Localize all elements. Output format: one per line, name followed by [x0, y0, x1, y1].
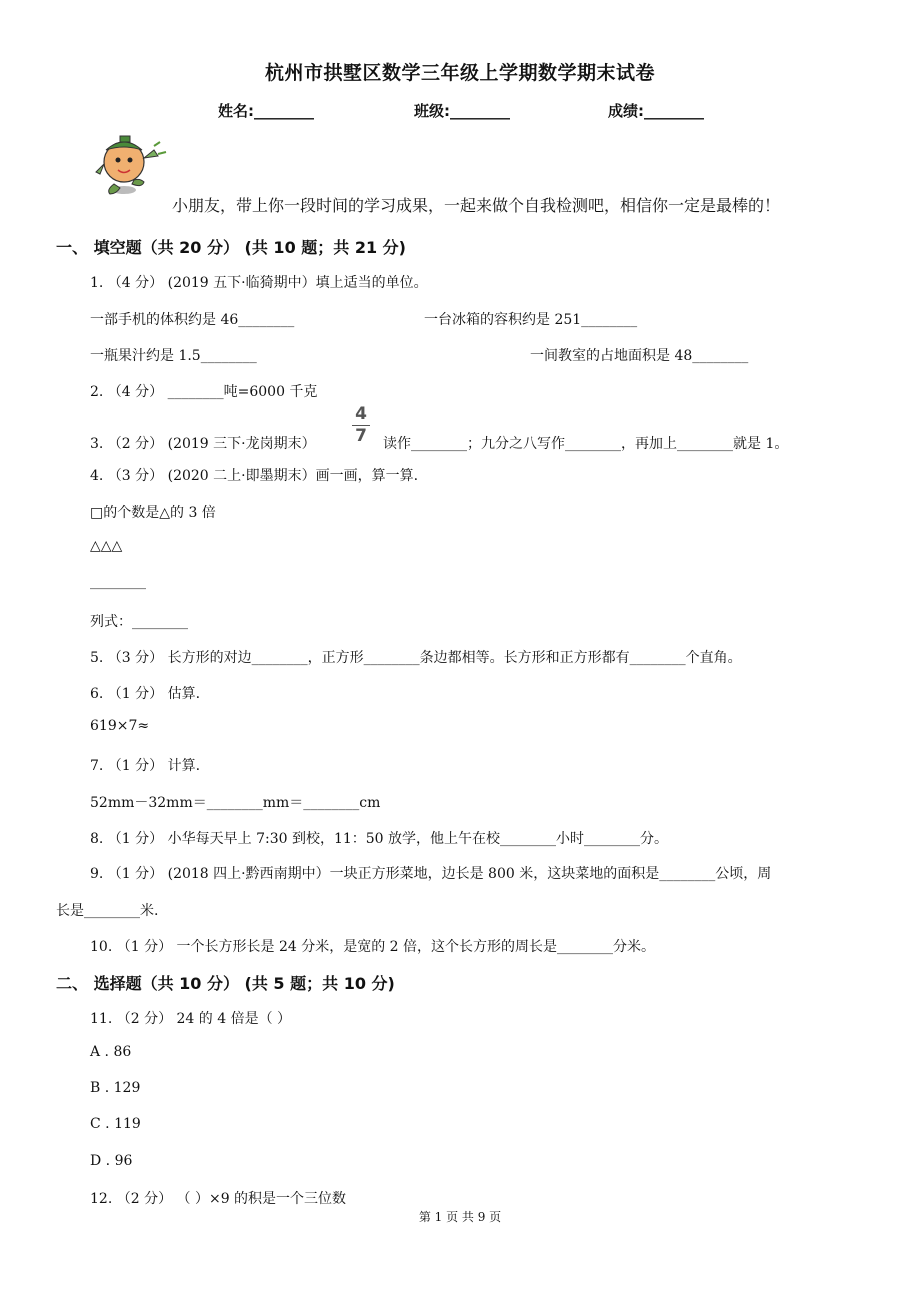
page-title: 杭州市拱墅区数学三年级上学期数学期末试卷 — [264, 62, 655, 84]
question-3-prefix: 3. （2 分） (2019 三下·龙岗期末） — [90, 436, 316, 452]
fraction-numerator: 4 — [355, 404, 367, 424]
cartoon-boy-icon — [92, 132, 168, 196]
question-10: 10. （1 分） 一个长方形长是 24 分米，是宽的 2 倍，这个长方形的周长是________分米。 — [90, 939, 656, 955]
question-4-part-a: □的个数是△的 3 倍 — [90, 505, 216, 521]
question-11-option-c: C . 119 — [90, 1116, 141, 1132]
question-3-suffix: 读作________；九分之八写作________，再加上________就是 1。 — [383, 436, 789, 452]
question-6-part-a: 619×7≈ — [90, 718, 150, 734]
greeting-text: 小朋友，带上你一段时间的学习成果，一起来做个自我检测吧，相信你一定是最棒的！ — [172, 196, 781, 215]
question-7: 7. （1 分） 计算. — [90, 758, 201, 774]
question-6: 6. （1 分） 估算. — [90, 686, 201, 702]
question-11-option-b: B . 129 — [90, 1080, 141, 1096]
question-4-answer-blank: ________ — [90, 574, 146, 590]
question-4: 4. （3 分） (2020 二上·即墨期末）画一画，算一算. — [90, 468, 419, 484]
score-field: 成绩:________ — [608, 102, 704, 120]
question-5: 5. （3 分） 长方形的对边________，正方形________条边都相等。长方形和正方形都有________个直角。 — [90, 650, 742, 666]
fraction-denominator: 7 — [355, 426, 367, 446]
question-8: 8. （1 分） 小华每天早上 7:30 到校，11：50 放学，他上午在校________小时________分。 — [90, 831, 669, 847]
question-1: 1. （4 分） (2019 五下·临猗期中）填上适当的单位。 — [90, 275, 428, 291]
question-1-part-a: 一部手机的体积约是 46________ — [90, 312, 295, 328]
section-1-title: 一、 填空题（共 20 分） (共 10 题；共 21 分) — [56, 238, 406, 257]
question-12: 12. （2 分） （ ）×9 的积是一个三位数 — [90, 1191, 347, 1207]
question-7-part-a: 52mm－32mm＝________mm＝________cm — [90, 795, 381, 811]
question-11: 11. （2 分） 24 的 4 倍是（ ） — [90, 1011, 292, 1027]
question-11-option-d: D . 96 — [90, 1153, 133, 1169]
question-1-part-c: 一瓶果汁约是 1.5________ — [90, 348, 257, 364]
question-9-continued: 长是________米. — [56, 903, 159, 919]
fraction-4-7 — [352, 406, 370, 445]
question-9: 9. （1 分） (2018 四上·黔西南期中）一块正方形菜地，边长是 800 米，这块菜地的面积是________公顷，周 — [90, 866, 772, 882]
question-1-part-b: 一台冰箱的容积约是 251________ — [424, 312, 638, 328]
question-11-option-a: A . 86 — [90, 1044, 132, 1060]
question-4-formula: 列式：________ — [90, 614, 188, 630]
section-2-title: 二、 选择题（共 10 分） (共 5 题；共 10 分) — [56, 974, 395, 993]
name-field: 姓名:________ — [218, 102, 314, 120]
page-footer: 第 1 页 共 9 页 — [418, 1210, 502, 1224]
question-2: 2. （4 分） ________吨=6000 千克 — [90, 384, 318, 400]
question-4-triangles: △△△ — [90, 538, 123, 554]
question-1-part-d: 一间教室的占地面积是 48________ — [530, 348, 749, 364]
class-field: 班级:________ — [414, 102, 510, 120]
